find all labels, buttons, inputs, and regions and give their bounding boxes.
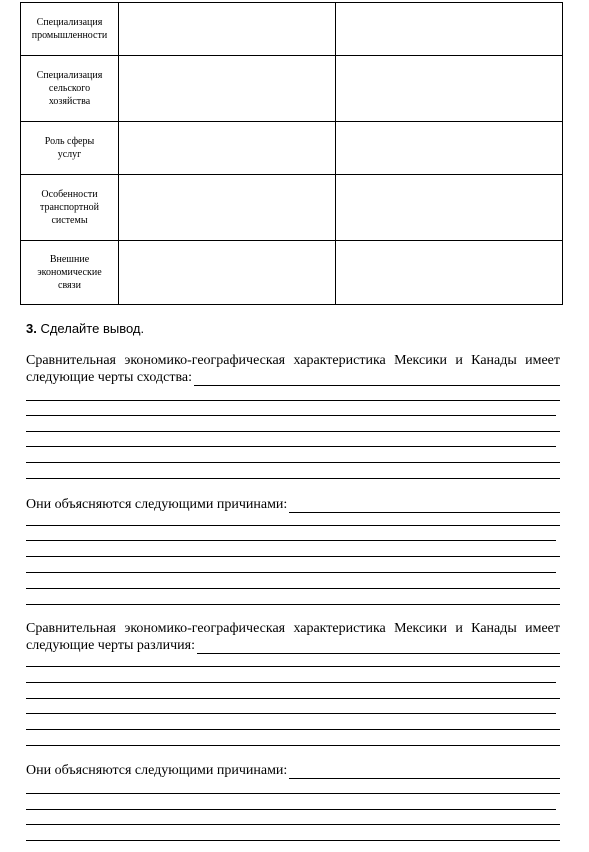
differences-prompt — [26, 620, 560, 654]
table-cell-mexico[interactable] — [119, 3, 336, 56]
task-text: Сделайте вывод. — [36, 321, 145, 336]
prompt-line: Они объясняются следующими причинами: — [26, 763, 288, 778]
comparison-table — [20, 2, 563, 305]
row-label-line: Особенности — [41, 189, 98, 200]
table-cell-mexico[interactable] — [119, 122, 336, 175]
task-number: 3. — [26, 321, 37, 336]
prompt-line: Сравнительная экономико-географическая характеристика Мексики и Канады имеет — [26, 621, 560, 636]
row-label-line: системы — [51, 215, 88, 226]
table-cell-canada[interactable] — [336, 122, 563, 175]
answer-line[interactable] — [26, 604, 560, 605]
task-heading — [26, 321, 144, 336]
table-cell-mexico[interactable] — [119, 241, 336, 305]
answer-line[interactable] — [26, 478, 560, 479]
table-cell-canada[interactable] — [336, 241, 563, 305]
answer-line[interactable] — [26, 525, 560, 526]
prompt-line: Сравнительная экономико-географическая характеристика Мексики и Канады имеет — [26, 353, 560, 368]
reasons-prompt-1 — [26, 496, 560, 513]
reasons-prompt-2 — [26, 762, 560, 779]
row-label — [21, 122, 119, 175]
table-row — [21, 56, 563, 122]
row-label — [21, 3, 119, 56]
answer-line[interactable] — [26, 572, 556, 573]
row-label — [21, 241, 119, 305]
answer-line[interactable] — [289, 765, 560, 779]
row-label-line: экономические — [37, 267, 102, 278]
table-cell-canada[interactable] — [336, 3, 563, 56]
answer-line[interactable] — [26, 698, 560, 699]
answer-line[interactable] — [26, 809, 556, 810]
row-label-line: услуг — [57, 149, 82, 160]
answer-line[interactable] — [26, 446, 556, 447]
answer-line[interactable] — [26, 745, 560, 746]
answer-line[interactable] — [26, 840, 560, 841]
answer-line[interactable] — [289, 499, 560, 513]
prompt-line: Они объясняются следующими причинами: — [26, 497, 288, 512]
row-label-line: промышленности — [31, 30, 108, 41]
row-label-line: сельского — [48, 83, 91, 94]
row-label-line: Специализация — [36, 17, 103, 28]
answer-line[interactable] — [26, 400, 560, 401]
row-label-line: транспортной — [39, 202, 99, 213]
answer-line[interactable] — [26, 729, 560, 730]
table-row — [21, 3, 563, 56]
row-label-line: Роль сферы — [44, 136, 95, 147]
row-label-line: Внешние — [49, 254, 90, 265]
prompt-line: следующие черты сходства: — [26, 370, 192, 385]
row-label-line: связи — [58, 280, 81, 291]
table-row — [21, 122, 563, 175]
answer-line[interactable] — [26, 540, 556, 541]
table-cell-mexico[interactable] — [119, 56, 336, 122]
row-label-line: хозяйства — [48, 96, 91, 107]
answer-line[interactable] — [194, 372, 560, 386]
table-cell-canada[interactable] — [336, 56, 563, 122]
answer-line[interactable] — [26, 431, 560, 432]
row-label — [21, 56, 119, 122]
answer-line[interactable] — [26, 415, 556, 416]
table-row — [21, 241, 563, 305]
row-label-line: Специализация — [36, 70, 103, 81]
answer-line[interactable] — [26, 666, 560, 667]
row-label — [21, 175, 119, 241]
table-row — [21, 175, 563, 241]
table-cell-canada[interactable] — [336, 175, 563, 241]
answer-line[interactable] — [26, 682, 556, 683]
answer-line[interactable] — [26, 556, 560, 557]
answer-line[interactable] — [26, 588, 560, 589]
prompt-line: следующие черты различия: — [26, 638, 195, 653]
answer-line[interactable] — [26, 462, 560, 463]
answer-line[interactable] — [26, 793, 560, 794]
similarities-prompt — [26, 352, 560, 386]
table-cell-mexico[interactable] — [119, 175, 336, 241]
answer-line[interactable] — [26, 713, 556, 714]
answer-line[interactable] — [26, 824, 560, 825]
answer-line[interactable] — [197, 640, 560, 654]
